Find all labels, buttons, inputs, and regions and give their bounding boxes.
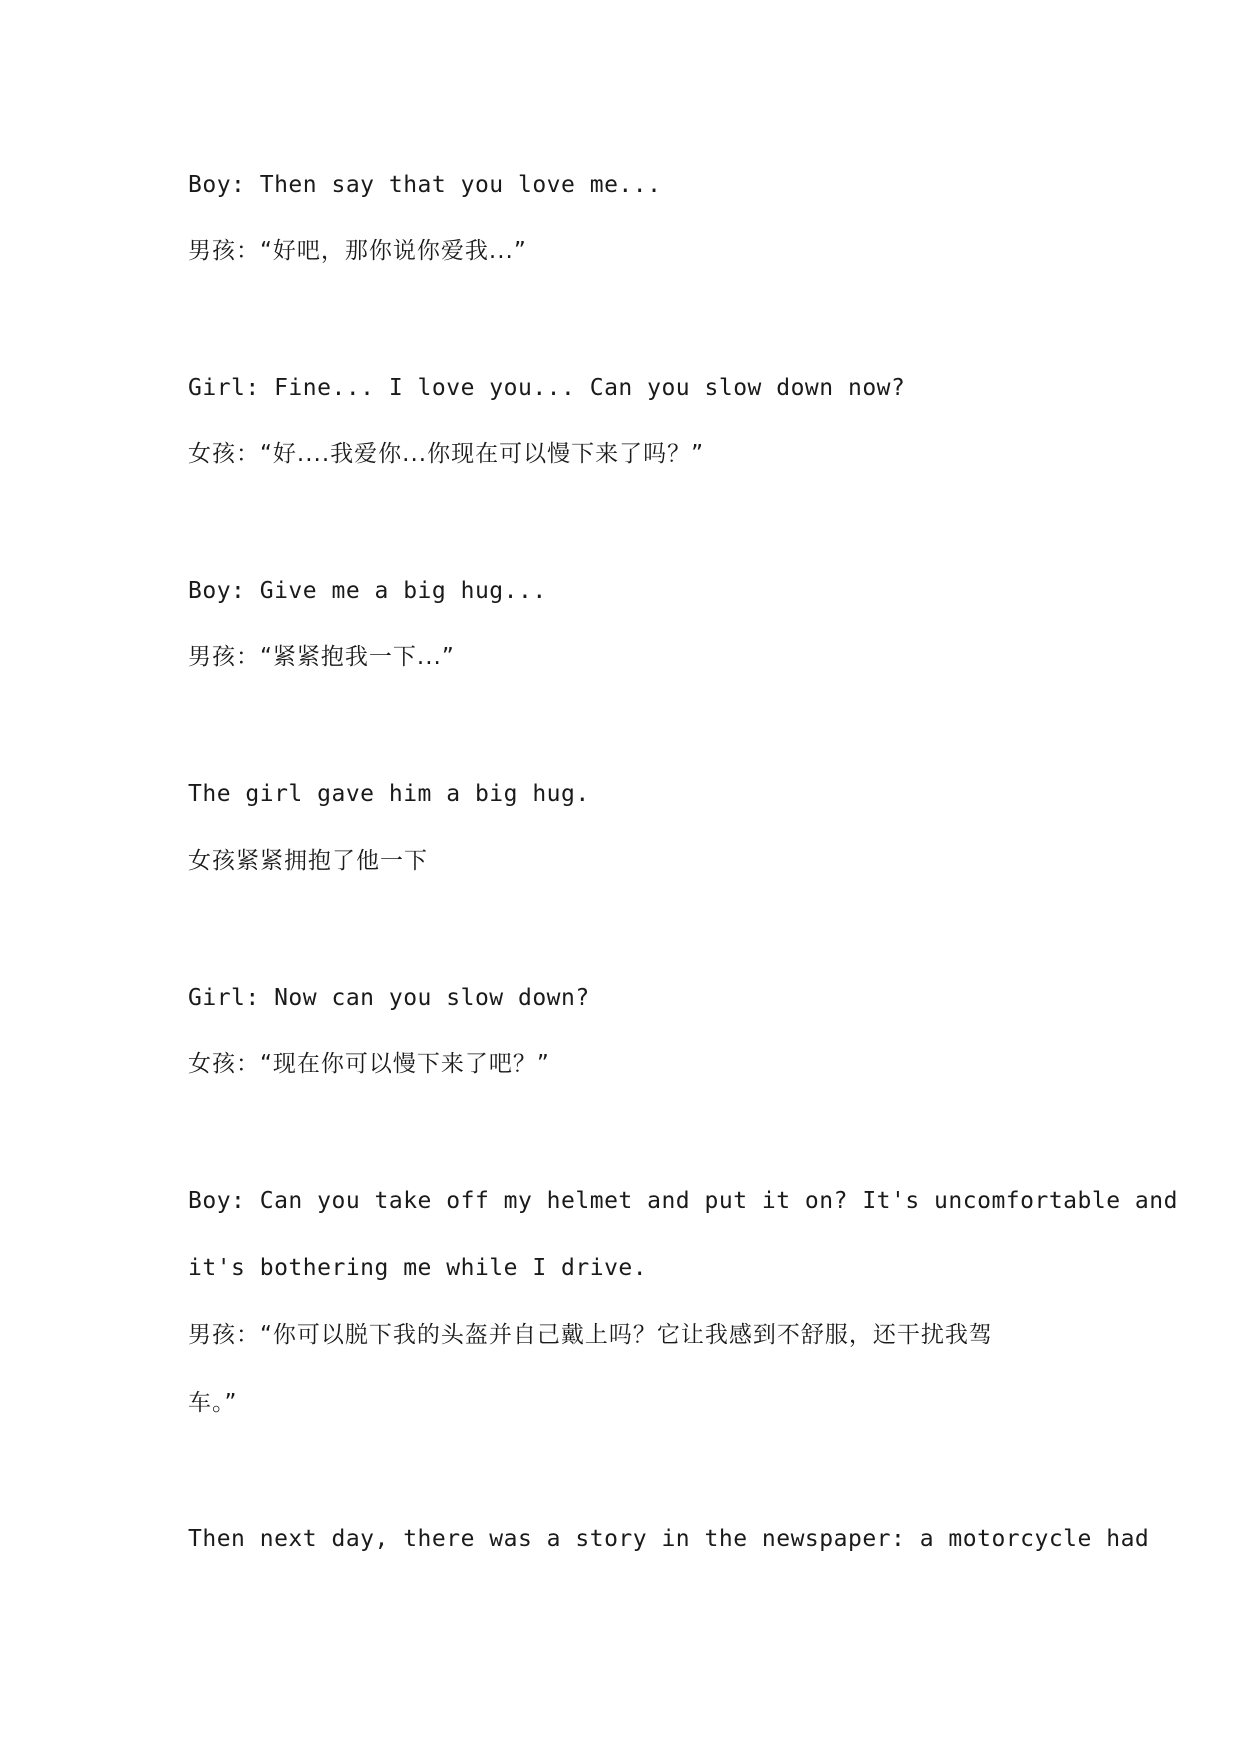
text-line: 男孩：“你可以脱下我的头盔并自己戴上吗？它让我感到不舒服，还干扰我驾 bbox=[188, 1322, 993, 1348]
text-line: 男孩：“紧紧抱我一下...” bbox=[188, 644, 455, 670]
text-line: 车。” bbox=[188, 1390, 238, 1416]
text-line: Girl: Now can you slow down? bbox=[188, 985, 590, 1011]
text-line: Boy: Then say that you love me... bbox=[188, 172, 662, 198]
text-line: The girl gave him a big hug. bbox=[188, 781, 590, 807]
text-line: 女孩：“好....我爱你...你现在可以慢下来了吗？” bbox=[188, 441, 705, 467]
text-line: Then next day, there was a story in the newspaper: a motorcycle had bbox=[188, 1526, 1150, 1552]
text-line: Boy: Can you take off my helmet and put it on? It's uncomfortable and bbox=[188, 1188, 1178, 1214]
text-line: Girl: Fine... I love you... Can you slow down now? bbox=[188, 375, 906, 401]
text-line: 男孩：“好吧，那你说你爱我...” bbox=[188, 238, 527, 264]
text-line: Boy: Give me a big hug... bbox=[188, 578, 547, 604]
text-line: 女孩：“现在你可以慢下来了吧？” bbox=[188, 1051, 550, 1077]
text-line: 女孩紧紧拥抱了他一下 bbox=[188, 848, 428, 874]
text-line: it's bothering me while I drive. bbox=[188, 1255, 648, 1281]
